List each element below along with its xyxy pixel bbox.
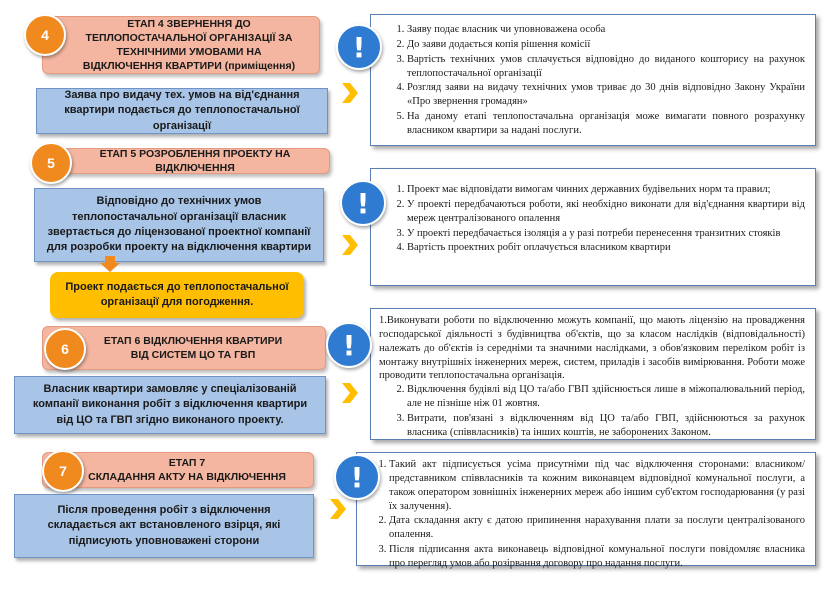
list-item: 2. Відключення будівлі від ЦО та/або ГВП здійснюється лише в міжопалювальний період, але не пізніше ніж 01 жовтня. — [407, 383, 805, 411]
stage-4-notes-list — [389, 23, 805, 138]
exclamation-icon: ! — [334, 454, 380, 500]
list-item: 4. Розгляд заяви на видачу технічних умов триває до 30 днів відповідно Закону України «Про звернення громадян» — [407, 81, 805, 109]
exclamation-icon: ! — [340, 180, 386, 226]
stage-7-number-badge: 7 — [42, 450, 84, 492]
list-item: 3. У проекті передбачається ізоляція а у разі потреби перенесення транзитних стояків — [407, 227, 805, 241]
stage-5-notes-list — [389, 183, 805, 255]
stage-6-notes-panel — [370, 308, 816, 440]
stage-5-title: ЕТАП 5 РОЗРОБЛЕННЯ ПРОЕКТУ НА ВІДКЛЮЧЕННЯ — [99, 147, 291, 174]
stage-4-title: ЕТАП 4 ЗВЕРНЕННЯ ДО ТЕПЛОПОСТАЧАЛЬНОЇ ОРГАНІЗАЦІЇ ЗА ТЕХНІЧНИМИ УМОВАМИ НА ВІДКЛЮЧЕННЯ КВАРТИРИ (приміщення) — [82, 17, 296, 73]
stage-7-notes-list — [371, 458, 805, 571]
exclamation-icon: ! — [326, 322, 372, 368]
chevron-right-icon — [340, 382, 360, 404]
list-item: 3. Після підписання акта виконавець відповідної комунальної послуги повідомляє власника про перегляд умов або розірвання договору про надання послуги. — [389, 543, 805, 571]
exclamation-icon: ! — [336, 24, 382, 70]
stage-7-title: ЕТАП 7 СКЛАДАННЯ АКТУ НА ВІДКЛЮЧЕННЯ — [88, 456, 286, 483]
stage-7-description: Після проведення робіт з відключення складається акт встановленого взірця, які підписують уповноважені сторони — [47, 503, 281, 547]
stage-7-description-box — [14, 494, 314, 558]
stage-6-number-badge: 6 — [44, 328, 86, 370]
list-item: 3. Вартість технічних умов сплачується відповідно до виданого кошторису на рахунок теплопостачальної організації — [407, 53, 805, 81]
stage-7-notes-panel — [356, 452, 816, 570]
arrow-down-icon — [100, 256, 120, 272]
stage-5-title-bar — [42, 148, 330, 174]
list-item: 1. Заяву подає власник чи уповноважена особа — [407, 23, 805, 37]
stage-5-description-box — [34, 188, 324, 262]
stage-4-notes-panel — [370, 14, 816, 146]
chevron-right-icon — [340, 82, 360, 104]
stage-5-approval-text: Проект подається до теплопостачальної організації для погодження. — [65, 280, 289, 308]
stage-4-description: Заява про видачу тех. умов на від'єднання квартири подається до теплопостачальної організації — [64, 88, 300, 132]
stage-5-number-badge: 5 — [30, 142, 72, 184]
chevron-right-icon — [328, 498, 348, 520]
list-item: 1. Проект має відповідати вимогам чинних державних будівельних норм та правил; — [407, 183, 805, 197]
stage-6-description: Власник квартири замовляє у спеціалізованій компанії виконання робіт з відключення квартири від ЦО та ГВП згідно виконаного проекту. — [32, 382, 308, 426]
list-item: 2. До заяви додається копія рішення комісії — [407, 38, 805, 52]
list-item: 5. На даному етапі теплопостачальна організація може вимагати повного розрахунку власником квартири за надані послуги. — [407, 110, 805, 138]
list-item: 1. Такий акт підписується усіма присутніми під час відключення сторонами: власником/представником співвласників та кожним виконавцем відповідної комунальної послуги, а також оператором зовнішніх інженерних мереж або іншим суб'єктом господарювання (у разі їх залучення). — [389, 458, 805, 513]
stage-4-title-bar — [42, 16, 320, 74]
stage-4-number-badge: 4 — [24, 14, 66, 56]
stage-5-notes-panel — [370, 168, 816, 286]
stage-6-note-intro: 1.Виконувати роботи по відключенню можуть компанії, що мають ліцензію на провадження господарської діяльності з будівництва об'єктів, що за класом наслідків (відповідальності) належать до об'єктів із середніми та значними наслідками, з обов'язковим переліком робіт із монтажу внутрішніх інженерних мереж, систем, приладів і засобів вимірювання. Роботи може проводити теплопостачальна організація. — [379, 315, 805, 382]
list-item: 2. У проекті передбачаються роботи, які необхідно виконати для від'єднання квартири від мереж централізованого опалення — [407, 198, 805, 226]
chevron-right-icon — [340, 234, 360, 256]
list-item: 2. Дата складання акту є датою припинення нарахування плати за послуги централізованого опалення. — [389, 514, 805, 542]
list-item: 4. Вартість проектних робіт оплачується власником квартири — [407, 241, 805, 255]
stage-5-approval-box — [50, 272, 304, 318]
stage-4-description-box — [36, 88, 328, 134]
stage-6-description-box — [14, 376, 326, 434]
list-item: 3. Витрати, пов'язані з відключенням від ЦО та/або ГВП, здійснюються за рахунок власника (співвласників) та інших коштів, не заборонених Законом. — [407, 412, 805, 440]
stage-6-notes-list — [379, 383, 805, 439]
stage-5-description: Відповідно до технічних умов теплопостачальної організації власник звертається до ліцензованої проектної компанії для розробки проекту на відключення квартири — [46, 195, 312, 254]
stage-6-title: ЕТАП 6 ВІДКЛЮЧЕННЯ КВАРТИРИ ВІД СИСТЕМ ЦО ТА ГВП — [103, 334, 283, 361]
